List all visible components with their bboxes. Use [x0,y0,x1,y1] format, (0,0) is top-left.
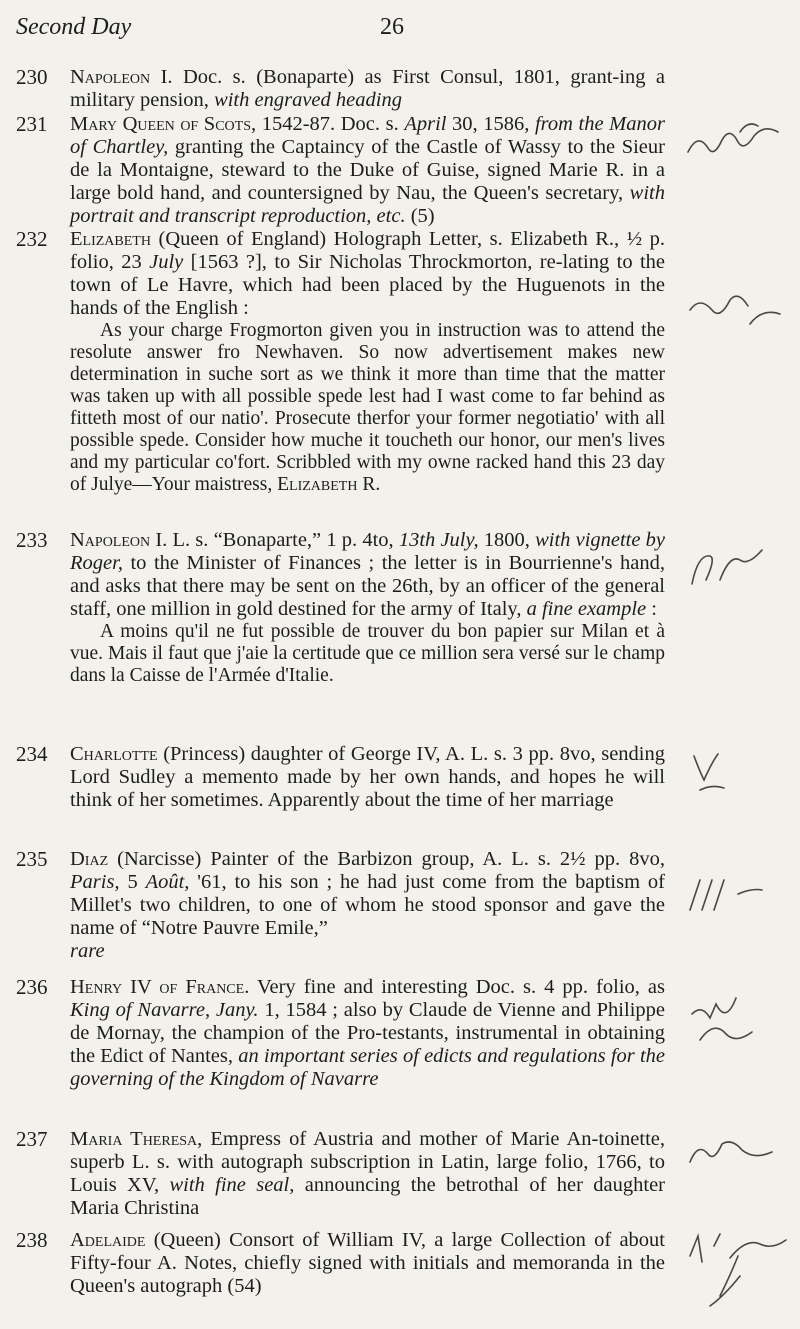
lot-description [70,1229,665,1298]
handwritten-annotation [680,746,795,806]
lot-title: Napoleon I. [70,66,173,88]
lot-number: 232 [16,227,48,251]
lot-text-italic: July [149,251,184,273]
lot-text-italic: April [404,113,447,135]
lot-text: 5 [119,871,146,893]
lot-text-italic: an important series of edicts and regulations for the governing of the Kingdom of Navarre [70,1045,665,1090]
handwritten-annotation [680,112,795,172]
lot-text: 30, 1586, [446,113,535,135]
lot-title: Adelaide [70,1229,146,1251]
handwritten-annotation [680,280,795,340]
lot-text: (Princess) daughter of George IV, A. L. s. 3 pp. 8vo, sending Lord Sudley a memento made by her own hands, and hopes he will think of her sometimes. Apparently about the time of her marriage [70,743,665,811]
lot-quote-signature: Elizabeth R. [277,474,381,495]
lot-description [70,529,665,687]
lot-text: L. s. “Bonaparte,” 1 p. 4to, [167,529,399,551]
lot-title: Maria Theresa, [70,1128,203,1150]
lot-quote: A moins qu'il ne fut possible de trouver du bon papier sur Milan et à vue. Mais il faut que j'aie la certitude que ce million sera versé sur le champ dans la Caisse de l'Armée d'Italie. [70,621,665,686]
lot-number: 231 [16,112,48,136]
lot-number: 235 [16,847,48,871]
lot-text: (Narcisse) Painter of the Barbizon group, A. L. s. 2½ pp. 8vo, [108,848,665,870]
lot-text: 1, 1584 ; also by Claude de Vienne and Philippe de Mornay, the champion of the Pro-testants, instrumental in obtaining the Edict of Nantes, [70,999,665,1067]
lot-text: (54) [222,1275,262,1297]
lot-text-italic: with portrait and transcript reproduction, etc. [70,182,665,227]
lot-text-italic: from the Manor of Chartley, [70,113,665,158]
lot-description [70,228,665,496]
lot-text: announcing the betrothal of her daughter Maria Christina [70,1174,665,1219]
lot-text-italic: 13th July, [398,529,479,551]
lot-text: 1800, [478,529,536,551]
lot-title: Mary Queen of Scots, [70,113,257,135]
lot-text: Doc. s. (Bonaparte) as First Consul, 1801, grant-ing a military pension, [70,66,665,111]
lot-text: Empress of Austria and mother of Marie An-toinette, superb L. s. with autograph subscription in Latin, large folio, 1766, to Louis XV, [70,1128,665,1196]
lot-description [70,848,665,963]
lot-text-italic: Paris, [70,871,120,893]
handwritten-annotation [680,864,795,924]
lot-number: 230 [16,65,48,89]
handwritten-annotation [680,540,795,600]
lot-text: granting the Captaincy of the Castle of Wassy to the Sieur de la Montaigne, steward to the Duke of Guise, signed Marie R. in a large bold hand, and countersigned by Nau, the Queen's secretary, [70,136,665,204]
lot-text-italic: with fine seal, [169,1174,295,1196]
lot-text: (Queen) Consort of William IV, a large Collection of about Fifty-four A. Notes, chiefly signed with initials and memoranda in the Queen's autograph [70,1229,665,1297]
lot-title: Diaz [70,848,109,870]
lot-text-italic: a fine example [526,598,647,620]
section-title: Second Day [16,14,132,40]
lot-description [70,66,665,112]
handwritten-annotation [680,990,795,1050]
lot-title: Elizabeth [70,228,151,250]
page-header [0,14,800,48]
lot-text: (5) [405,205,435,227]
lot-text: [1563 ?], to Sir Nicholas Throckmorton, re-lating to the town of Le Havre, which had been placed by the Huguenots in the hands of the English : [70,251,665,319]
lot-text-italic: with engraved heading [214,89,402,111]
lot-text-italic: rare [70,940,105,962]
lot-text-italic: with vignette by Roger, [70,529,666,574]
lot-text: '61, to his son ; he had just come from the baptism of Millet's two children, to one of whom he stood sponsor and gave the name of “Notre Pauvre Emile,” [70,871,665,939]
lot-text-italic: Août, [145,871,190,893]
lot-title: Charlotte [70,743,158,765]
lot-title: Napoleon I. [70,529,168,551]
lot-text: 1542-87. Doc. s. [256,113,405,135]
lot-description [70,976,665,1091]
lot-number: 237 [16,1127,48,1151]
lot-description [70,1128,665,1220]
lot-text-italic: King of Navarre, Jany. [70,999,259,1021]
lot-number: 234 [16,742,48,766]
lot-quote: As your charge Frogmorton given you in instruction was to attend the resolute answer fro Newhaven. So now advertisement makes new determination in suche sort as we think it more than time that the matter was taken up with all possible spede lest had I wast come to far behind as fitteth most of our natio'. Prosecute therfor your former negotiatio' with all possible spede. Consider how muche it toucheth our honor, our men's lives and my particular co'fort. Scribbled with my owne racked hand this 23 day of Julye—Your maistress, [70,320,665,495]
handwritten-annotation [680,1132,795,1192]
page-number: 26 [380,14,404,40]
lot-number: 236 [16,975,48,999]
lot-description [70,743,665,812]
lot-text: (Queen of England) Holograph Letter, s. Elizabeth R., ½ p. folio, 23 [70,228,665,273]
lot-text: to the Minister of Finances ; the letter is in Bourrienne's hand, and asks that there may be sent on the 26th, by an officer of the general staff, one million in gold destined for the army of Italy, [70,552,665,620]
lot-text: Very fine and interesting Doc. s. 4 pp. folio, as [249,976,665,998]
lot-title: Henry IV of France. [70,976,250,998]
lot-description [70,113,665,228]
lot-text: : [646,598,657,620]
handwritten-annotation [680,1226,795,1316]
lot-number: 238 [16,1228,48,1252]
lot-number: 233 [16,528,48,552]
